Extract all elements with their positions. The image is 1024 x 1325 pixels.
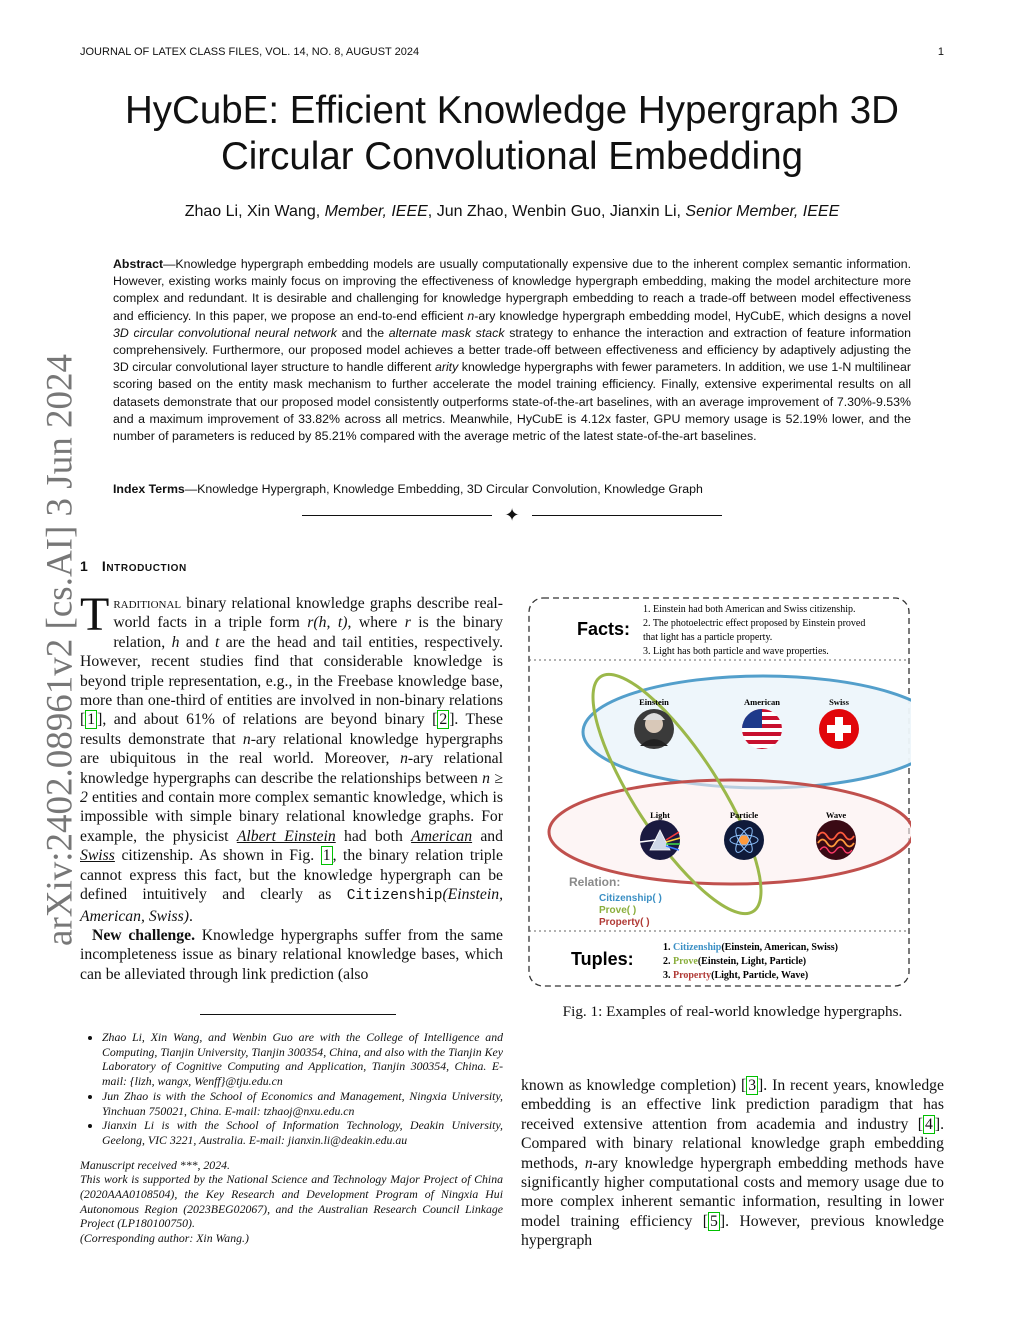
affiliation-list — [80, 1030, 503, 1148]
intro-text: , and about 61% of relations are beyond binary — [102, 711, 433, 729]
fact-2: 2. The photoelectric effect proposed by Einstein proved — [643, 618, 866, 629]
intro-paragraph-2 — [80, 926, 503, 984]
intro-text: entities and contain more complex semantic knowledge, which is impossible with simple binary relational knowledge graphs. For example, the physicist — [80, 789, 503, 845]
body-text: . In recent years, knowledge embedding is an effective link prediction paradigm that has received extensive attention from academia and industry — [521, 1077, 944, 1133]
einstein-portrait-icon — [634, 709, 674, 749]
entity-label: Swiss — [829, 697, 849, 707]
intro-text: binary relational knowledge graphs describe real-world facts in a triple form — [113, 595, 503, 632]
relation-prove: Prove( ) — [599, 905, 637, 916]
corresponding-author: (Corresponding author: Xin Wang.) — [80, 1231, 249, 1246]
running-header — [80, 46, 944, 58]
math-args: (Einstein, American, Swiss) — [80, 886, 503, 925]
entity-label: Light — [650, 810, 670, 820]
drop-cap: T — [80, 588, 110, 641]
entity-label: Wave — [825, 810, 847, 820]
index-terms-text: —Knowledge Hypergraph, Knowledge Embedding, 3D Circular Convolution, Knowledge Graph — [184, 482, 703, 496]
intro-text: . These results demonstrate that — [80, 711, 503, 748]
intro-text: . — [188, 907, 193, 925]
math-n: n — [400, 750, 408, 768]
affiliation-item: • Zhao Li, Xin Wang, and Wenbin Guo are with the College of Intelligence and Computing, Tianjin University, Tianjin 300354, China, and also with the Tianjin Key Laboratory of Cognitive Computing and Application, Tianjin 300354, China. E-mail: {lizh, wangx, Wenff}@tju.edu.cn — [102, 1030, 503, 1089]
abstract-label: Abstract — [113, 257, 164, 271]
body-text: -ary knowledge hypergraph embedding methods have significantly higher computational costs and memory usage due to more complex inherent semantic information, resulting in lower model training efficiency — [521, 1154, 944, 1230]
intro-text: are the head and tail entities, respectively. However, recent studies find that considerable knowledge is beyond triple representation, e.g., in the Freebase knowledge base, more than one-third of entities are involved in non-binary relations — [80, 633, 503, 710]
right-column: known as knowledge completion) [ 3 ]. In recent years, knowledge embedding is an effective link prediction paradigm that has received extensive attention from academia and industry [ 4 ]. Compared with binary relational knowledge graph embedding methods, n-ary knowledge hypergraph embedding methods have significantly higher computational costs and memory usage due to more complex inherent semantic information, resulting in lower model training efficiency [ 5 ]. However, previous knowledge hypergraph — [521, 1077, 944, 1250]
abstract-math: n — [467, 308, 475, 323]
footnote-rule — [200, 1014, 396, 1015]
arxiv-stamp: arXiv:2402.08961v2 [cs.AI] 3 Jun 2024 — [39, 354, 81, 946]
abstract-text: knowledge hypergraphs with fewer parameters. In addition, we use 1-N multilinear scoring based on the entity mask mechanism to further accelerate the model training efficiency. Finally, extensive experimental results on all datasets demonstrate that our proposed model consistently outperforms state-of-the-art baselines, with an average improvement of 7.30%-9.53% and a maximum improvement of 33.82% across all metrics. Meanwhile, HyCubE is 4.12x faster, GPU memory usage is 52.19% lower, and the number of parameters is reduced by 85.21% compared with the average metric of the latest state-of-the-art baselines. — [113, 360, 911, 444]
citation-link[interactable]: 2 — [439, 711, 448, 729]
math-n: n — [242, 730, 251, 748]
affiliation-item: • Jianxin Li is with the School of Information Technology, Deakin University, Geelong, VIC 3221, Australia. E-mail: jianxin.li@deakin.edu.au — [102, 1118, 503, 1147]
body-text: . Compared with binary relational knowledge graph embedding methods, — [521, 1115, 944, 1172]
light-prism-icon — [640, 820, 680, 860]
title-line-2: Circular Convolutional Embedding — [220, 135, 804, 178]
intro-text: and — [179, 633, 215, 651]
manuscript-received: Manuscript received ***, 2024. — [80, 1157, 230, 1172]
intro-text: -ary relational knowledge hypergraphs can describe the relationships between — [80, 750, 504, 787]
running-head-text: JOURNAL OF LATEX CLASS FILES, VOL. 14, NO. 8, AUGUST 2024 — [80, 46, 420, 58]
section-title: Introduction — [101, 558, 187, 574]
entity-label: Particle — [729, 810, 759, 820]
abstract-text: -ary knowledge hypergraph embedding model, HyCubE, which designs a novel — [474, 308, 911, 323]
abstract-emphasis: 3D circular convolutional neural network — [113, 325, 337, 340]
abstract-text: —Knowledge hypergraph embedding models are usually computationally expensive due to the inherent complex semantic information. However, existing works mainly focus on improving the effectiveness of knowledge hypergraph embedding, making the model architecture more complex and redundant. It is desirable and challenging for knowledge hypergraph embedding to reach a trade-off between model effectiveness and efficiency. In this paper, we propose an end-to-end efficient — [113, 257, 911, 323]
fact-2-cont: that light has a particle property. — [643, 632, 773, 643]
authors-part-1: Zhao Li, Xin Wang, — [184, 203, 325, 220]
intro-text: , the binary relation triple cannot express this fact, but the knowledge hypergraph can be defined intuitively and clearly as — [80, 847, 504, 904]
relation-label: Relation: — [569, 875, 621, 889]
section-number: 1 — [80, 558, 89, 574]
citation-link[interactable]: 1 — [87, 711, 96, 729]
section-heading — [80, 558, 187, 574]
math-inequality: n ≥ 2 — [80, 769, 503, 807]
entity-american: American — [411, 827, 473, 845]
fact-1: 1. Einstein had both American and Swiss citizenship. — [643, 604, 856, 615]
math-h: h — [171, 633, 180, 651]
title-line-1: HyCubE: Efficient Knowledge Hypergraph 3D — [125, 89, 899, 132]
page-number: 1 — [937, 46, 944, 58]
separator-star-icon: ✦ — [504, 505, 520, 525]
separator-rule-right — [532, 515, 722, 516]
index-terms — [113, 482, 911, 496]
tuple-3: 3. Property(Light, Particle, Wave) — [663, 970, 809, 981]
tuple-1-relation: Citizenship — [673, 942, 722, 953]
entity-swiss: Swiss — [80, 847, 115, 865]
relation-citizenship: Citizenship( ) — [599, 893, 662, 904]
tuple-1: 1. Citizenship(Einstein, American, Swiss) — [663, 942, 839, 953]
citation-link[interactable]: 5 — [710, 1212, 718, 1230]
figure-1-diagram — [527, 596, 911, 988]
entity-label: Einstein — [639, 697, 669, 707]
intro-column — [80, 588, 504, 984]
math-n: n — [584, 1154, 593, 1172]
entity-label: American — [744, 697, 780, 707]
paper-title — [60, 88, 964, 180]
intro-text: citizenship. As shown in Fig. — [114, 847, 321, 865]
entity-einstein: Albert Einstein — [236, 827, 336, 845]
index-terms-label: Index Terms — [113, 482, 185, 496]
particle-atom-icon — [724, 820, 764, 860]
authors-part-2: , Jun Zhao, Wenbin Guo, Jianxin Li, — [427, 203, 686, 220]
abstract — [113, 256, 911, 445]
swiss-flag-icon — [819, 709, 859, 749]
intro-text: had both — [335, 827, 412, 845]
wave-icon — [816, 820, 856, 860]
author-list — [60, 203, 964, 221]
tuple-2-args: (Einstein, Light, Particle) — [697, 956, 807, 967]
intro-text: -ary relational knowledge hypergraphs are ubiquitous in the real world. Moreover, — [80, 730, 503, 768]
math-t: t — [215, 633, 220, 651]
math-r: r — [404, 614, 411, 632]
figure-caption: Fig. 1: Examples of real-world knowledge hypergraphs. — [562, 1003, 903, 1020]
funding-note: This work is supported by the National Science and Technology Major Project of China (2020AAA0108504), the Key Research and Development Program of Ningxia Hui Autonomous Region (2023BEG02067), and the Australian Research Council Linkage Project (LP180100750). — [80, 1172, 503, 1231]
body-text: known as knowledge completion) — [521, 1077, 741, 1094]
code-citizenship: Citizenship — [346, 888, 443, 905]
affiliation-item: • Jun Zhao is with the School of Economics and Management, Ningxia University, Yinchuan 750021, China. E-mail: tzhaoj@nxu.edu.cn — [102, 1089, 503, 1118]
intro-paragraph-1: Traditional binary relational knowledge graphs describe real-world facts in a triple form r(h, t), where r is the binary relation, h and t are the head and tail entities, respectively. However, recent studies find that considerable knowledge is beyond triple representation, e.g., in the Freebase knowledge base, more than one-third of entities are involved in non-binary relations [ 1 ], and about 61% of relations are beyond binary [ 2 ]. These results demonstrate that n-ary relational knowledge hypergraphs are ubiquitous in the real world. Moreover, n-ary relational knowledge hypergraphs can describe the relationships between n ≥ 2 entities and contain more complex semantic knowledge, which is impossible with simple binary relational knowledge graphs. For example, the physicist Albert Einstein had both American and Swiss citizenship. As shown in Fig. 1 , the binary relation triple cannot express this fact, but the knowledge hypergraph can be defined intuitively and clearly as Citizenship(Einstein, American, Swiss). — [80, 588, 504, 925]
intro-smallcaps: raditional — [113, 595, 182, 612]
fact-3: 3. Light has both particle and wave properties. — [643, 646, 829, 657]
authors-role-1: Member, IEEE — [324, 203, 428, 220]
intro-text: , where — [347, 614, 405, 632]
separator-rule-left — [302, 515, 492, 516]
tuple-2-relation: Prove — [673, 956, 698, 967]
tuples-label: Tuples: — [571, 949, 634, 969]
intro-text: Knowledge hypergraphs suffer from the same incompleteness issue as binary relational knowledge bases, which can be alleviated through link prediction (also — [80, 926, 503, 983]
abstract-text: and the — [336, 325, 389, 340]
math-triple: r(h, t) — [307, 614, 348, 632]
tuple-3-relation: Property — [673, 970, 712, 981]
paragraph-lead: New challenge. — [92, 926, 195, 944]
authors-role-2: Senior Member, IEEE — [685, 203, 840, 220]
citation-link[interactable]: 3 — [748, 1077, 757, 1094]
abstract-text: strategy to enhance the interaction and extraction of feature information comprehensively. Furthermore, our proposed model achieves a better trade-off between effectiveness and efficiency by adaptively adjusting the 3D circular convolutional layer structure to handle different — [113, 325, 911, 375]
figure-link[interactable]: 1 — [322, 847, 331, 865]
facts-label: Facts: — [577, 619, 631, 639]
abstract-emphasis: alternate mask stack — [388, 325, 505, 340]
citation-link[interactable]: 4 — [925, 1115, 933, 1133]
tuple-3-args: (Light, Particle, Wave) — [711, 970, 809, 981]
tuple-2: 2. Prove(Einstein, Light, Particle) — [663, 956, 807, 967]
intro-text: is the binary relation, — [113, 614, 503, 651]
intro-text: and — [472, 827, 503, 845]
tuple-1-args: (Einstein, American, Swiss) — [721, 942, 839, 953]
footnotes — [80, 1030, 503, 1246]
abstract-emphasis: arity — [434, 360, 459, 375]
relation-property: Property( ) — [599, 917, 650, 928]
body-text: . However, previous knowledge hypergraph — [521, 1212, 944, 1250]
